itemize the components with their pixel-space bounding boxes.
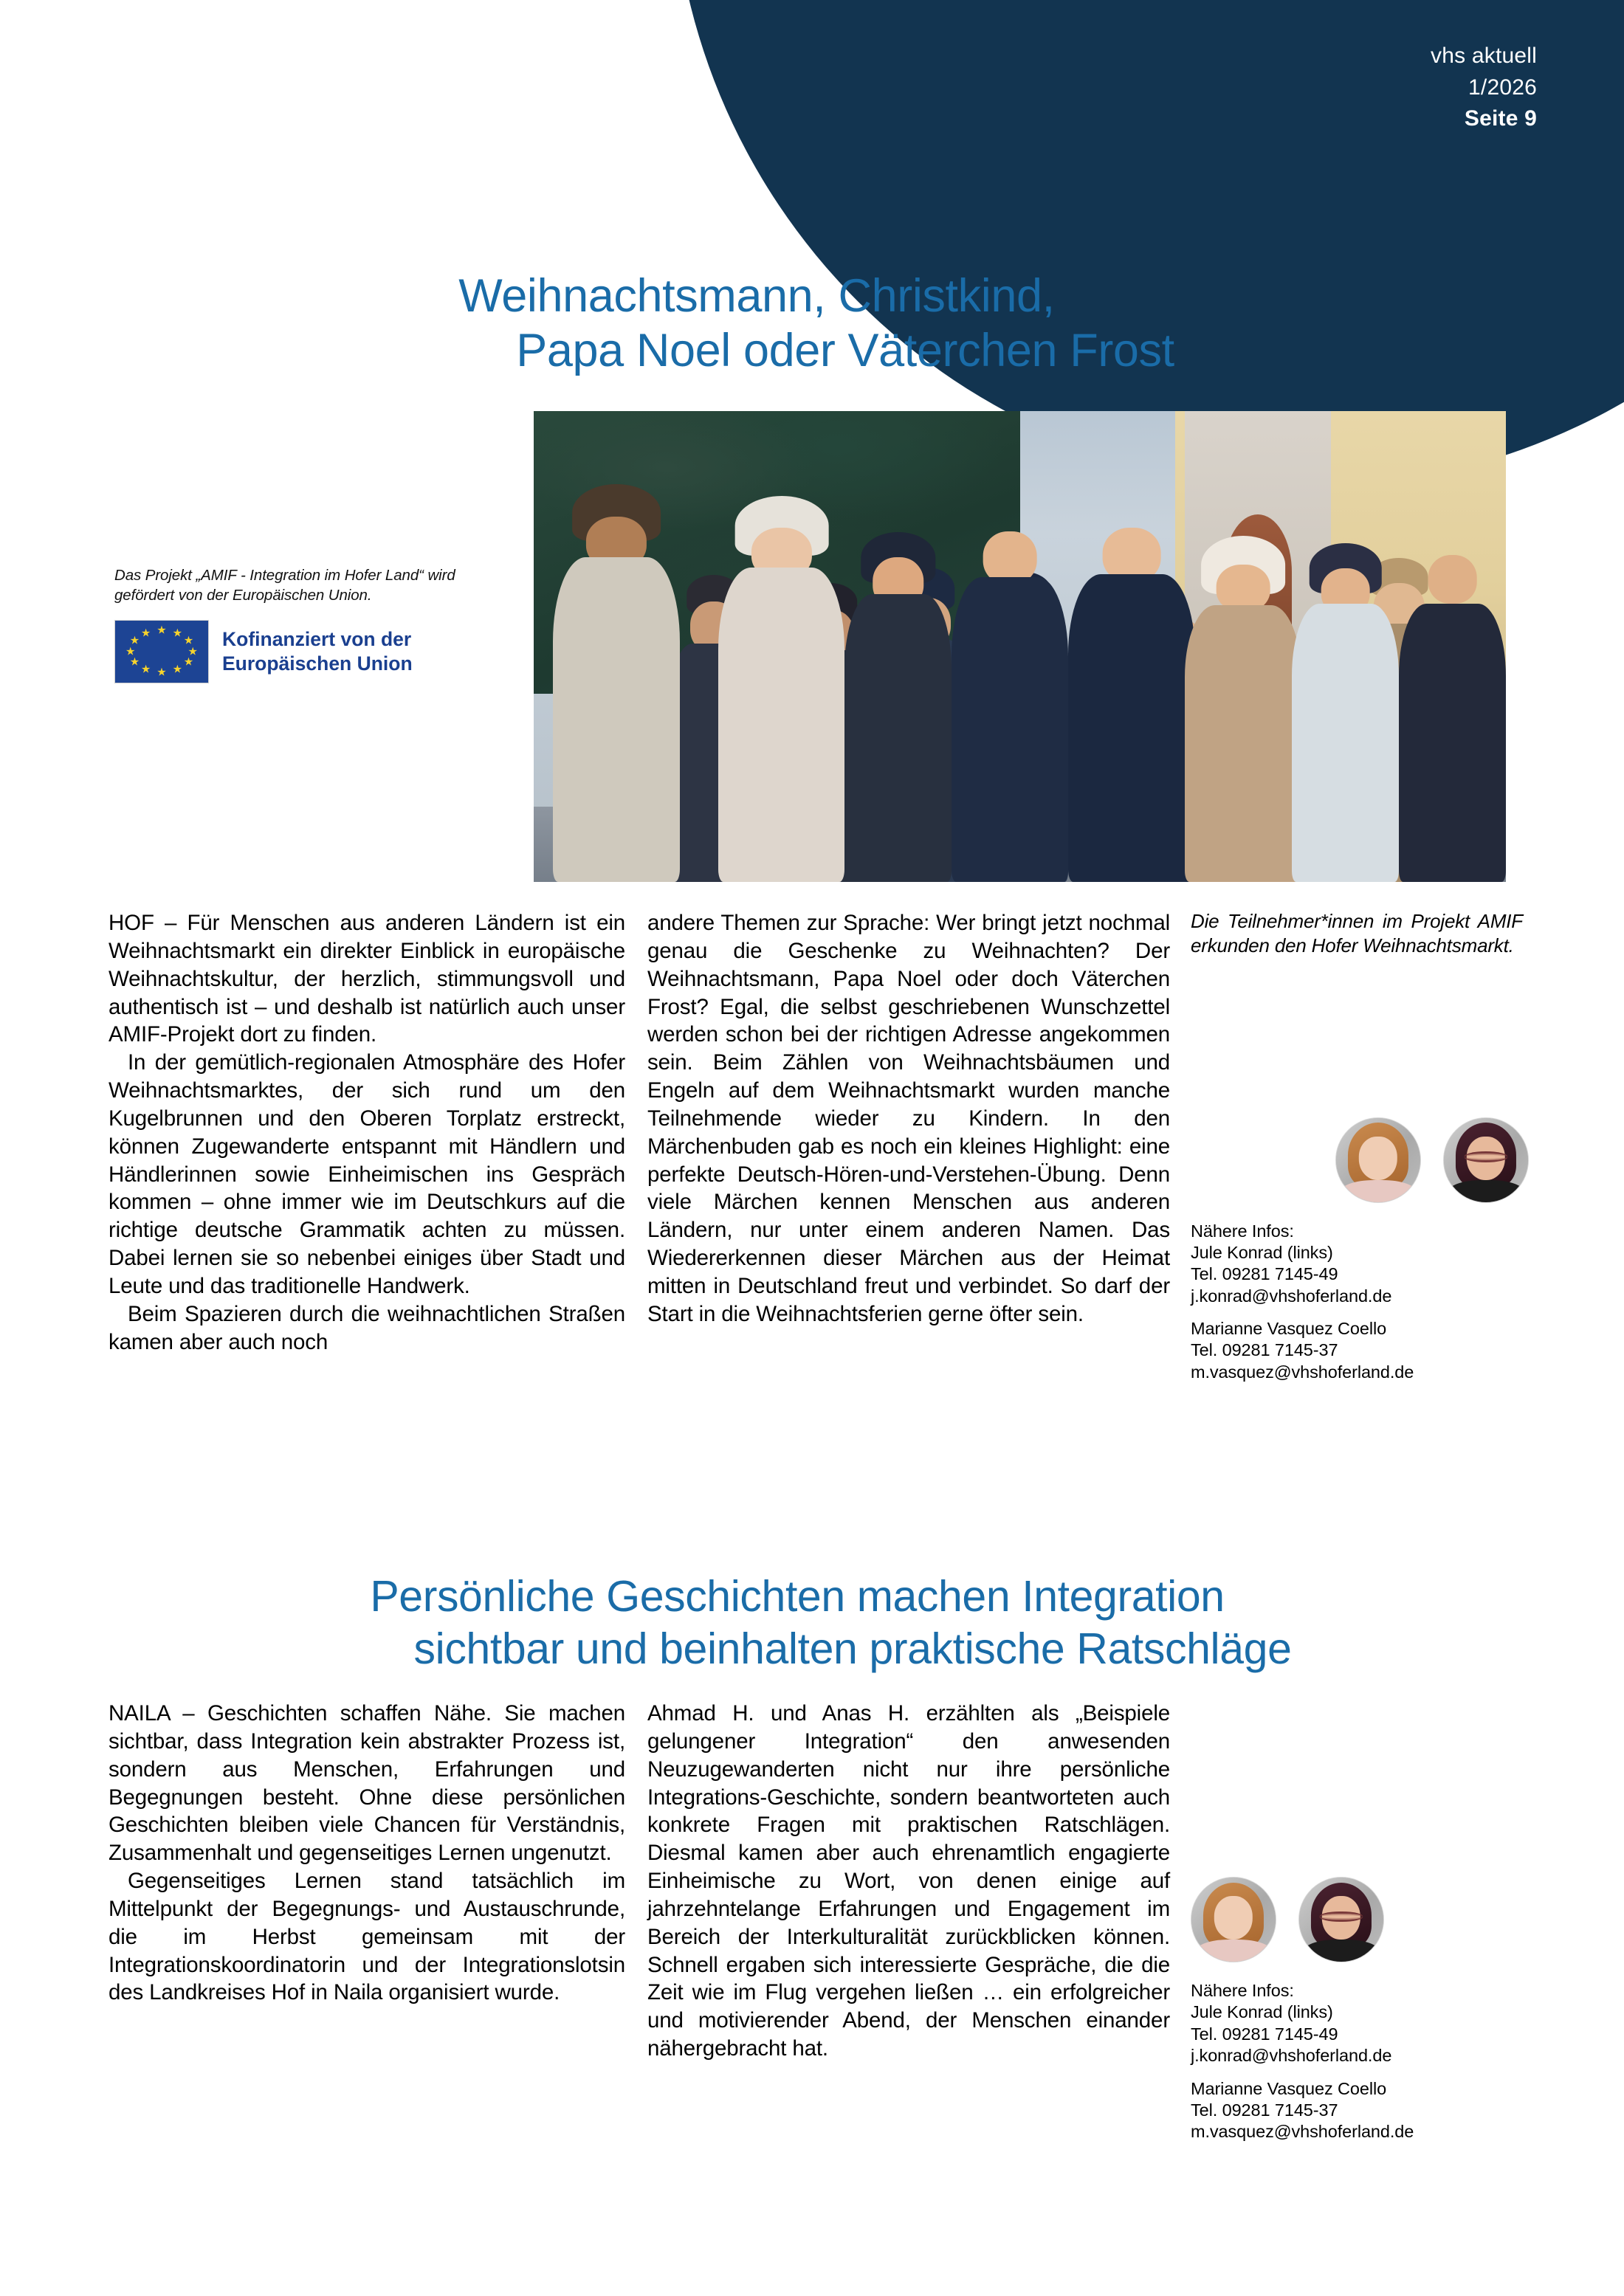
contact-person1-tel[interactable]: Tel. 09281 7145-49 [1191,2024,1338,2044]
article1-column-2 [647,909,1170,1328]
issue-number: 1/2026 [1468,75,1537,100]
article1-headline-line2: Papa Noel oder Väterchen Frost [516,325,1174,377]
article1-sidebar [1191,909,1523,1383]
header-masthead [1431,41,1537,135]
publication-title: vhs aktuell [1431,44,1537,68]
contact-person1-email[interactable]: j.konrad@vhshoferland.de [1191,2046,1392,2066]
eu-cofunding-line1: Kofinanziert von der [222,628,412,651]
eu-logo-row [114,620,506,683]
article1-column-1 [109,909,625,1356]
avatar-marianne-vasquez-coello [1298,1877,1384,1962]
glasses-icon [1319,1911,1363,1923]
paragraph: andere Themen zur Sprache: Wer bringt jetzt nochmal genau die Geschenke zu Weihnachten? Der Weihnachtsmann, Papa Noel oder doch Väterchen Frost? Egal, die selbst geschriebenen Wunschzettel werden schon bei der richtigen Adresse angekommen sein. Beim Zählen von Weihnachtsbäumen und Engeln auf dem Weihnachtsmarkt wurden manche Teilnehmende wieder zu Kindern. In den Märchenbuden gab es noch ein kleines Highlight: eine perfekte Deutsch-Hören-und-Verstehen-Übung. Denn viele Märchen kennen Menschen aus anderen Ländern, nur unter einem anderen Namen. Das Wiedererkennen dieser Märchen aus der Heimat mitten in Deutschland freut und verbindet. So darf der Start in die Weihnachtsferien gerne öfter sein. [647,911,1170,1326]
eu-flag-icon: ★ ★ ★ ★ ★ ★ ★ ★ ★ ★ ★ ★ [114,620,209,683]
contact-person2-tel[interactable]: Tel. 09281 7145-37 [1191,1340,1338,1360]
contact-heading: Nähere Infos: [1191,1981,1294,2000]
contact-person2-tel[interactable]: Tel. 09281 7145-37 [1191,2100,1338,2120]
paragraph: HOF – Für Menschen aus anderen Ländern ist ein Weihnachtsmarkt ein direkter Einblick in europäische Weihnachtskultur, der herzlich, stimmungsvoll und authentisch ist – und deshalb ist natürlich auch unser AMIF-Projekt dort zu finden. [109,911,625,1047]
article2-column-2 [647,1700,1170,2063]
contact-person2-name: Marianne Vasquez Coello [1191,2078,1387,2098]
paragraph: Gegenseitiges Lernen stand tatsächlich im Mittelpunkt der Begegnungs- und Austauschrunde, die im Herbst gemeinsam mit der Integrationskoordinatorin und der Integrationslotsin des Landkreises Hof in Naila organisiert wurde. [109,1869,625,2005]
contact-person1-name: Jule Konrad (links) [1191,2002,1333,2022]
avatar-marianne-vasquez-coello [1443,1117,1529,1203]
group-photo-weihnachtsmarkt [534,411,1506,882]
contact-person2-email[interactable]: m.vasquez@vhshoferland.de [1191,1362,1414,1382]
eu-cofunding-label [222,627,413,675]
article2-column-1 [109,1700,625,2007]
contact-person1-name: Jule Konrad (links) [1191,1242,1333,1262]
contact-info-block-1 [1191,1221,1523,1384]
article2-headline-line2: sichtbar und beinhalten praktische Ratschläge [413,1624,1292,1673]
contact-person1-tel[interactable]: Tel. 09281 7145-49 [1191,1264,1338,1284]
paragraph: NAILA – Geschichten schaffen Nähe. Sie machen sichtbar, dass Integration kein abstrakter Prozess ist, sondern aus Menschen, Erfahrungen und Begegnungen besteht. Ohne diese persönlichen Geschichten bleiben viele Chancen für Verständnis, Zusammenhalt und gegenseitiges Lernen ungenutzt. [109,1701,625,1866]
eu-cofunding-line2: Europäischen Union [222,652,413,675]
article2-headline [103,1571,1521,1675]
contact-info-block-2 [1191,1980,1523,2143]
avatar-jule-konrad [1335,1117,1421,1203]
contact-heading: Nähere Infos: [1191,1221,1294,1241]
paragraph: In der gemütlich-regionalen Atmosphäre des Hofer Weihnachtsmarktes, der sich rund um den Kugelbrunnen und den Oberen Torplatz erstreckt, können Zugewanderte entspannt mit Händlern und Händlerinnen sowie Einheimischen ins Gespräch kommen – ohne immer wie im Deutschkurs auf die richtige deutsche Grammatik achten zu müssen. Dabei lernen sie so nebenbei einiges über Stadt und Leute und das traditionelle Handwerk. [109,1050,625,1298]
page-number: Seite 9 [1464,106,1537,131]
article2-headline-line1: Persönliche Geschichten machen Integration [370,1572,1225,1621]
article1-headline-line1: Weihnachtsmann, Christkind, [458,270,1055,322]
eu-funding-block [114,565,506,683]
contact-portraits [1191,1877,1523,1962]
funding-note-text: Das Projekt „AMIF - Integration im Hofer Land“ wird gefördert von der Europäischen Union. [114,567,455,604]
photo-caption: Die Teilnehmer*innen im Projekt AMIF erkunden den Hofer Weihnachtsmarkt. [1191,910,1523,956]
paragraph: Beim Spazieren durch die weihnachtlichen Straßen kamen aber auch noch [109,1301,625,1354]
contact-person2-email[interactable]: m.vasquez@vhshoferland.de [1191,2122,1414,2142]
article2-sidebar [1191,1877,1523,2143]
photo-people-group [534,468,1506,882]
article1-headline [103,269,1521,379]
contact-person1-email[interactable]: j.konrad@vhshoferland.de [1191,1286,1392,1306]
avatar-jule-konrad [1191,1877,1276,1962]
paragraph: Ahmad H. und Anas H. erzählten als „Beispiele gelungener Integration“ den anwesenden Neuzugewanderten nicht nur ihre persönliche Integrations-Geschichte, sondern beantworteten auch konkrete Fragen mit praktischen Ratschlägen. Diesmal kamen aber auch ehrenamtlich engagierte Einheimische zu Wort, von denen einige auf jahrzehntelange Erfahrungen und Engagement im Bereich der Interkulturalität zurückblicken können. Schnell ergaben sich interessierte Gespräche, die die Zeit wie im Flug vergehen ließen … ein erfolgreicher und motivierender Abend, der Menschen einander nähergebracht hat. [647,1701,1170,2061]
contact-portraits [1335,1117,1523,1203]
contact-person2-name: Marianne Vasquez Coello [1191,1319,1387,1338]
glasses-icon [1464,1151,1507,1162]
